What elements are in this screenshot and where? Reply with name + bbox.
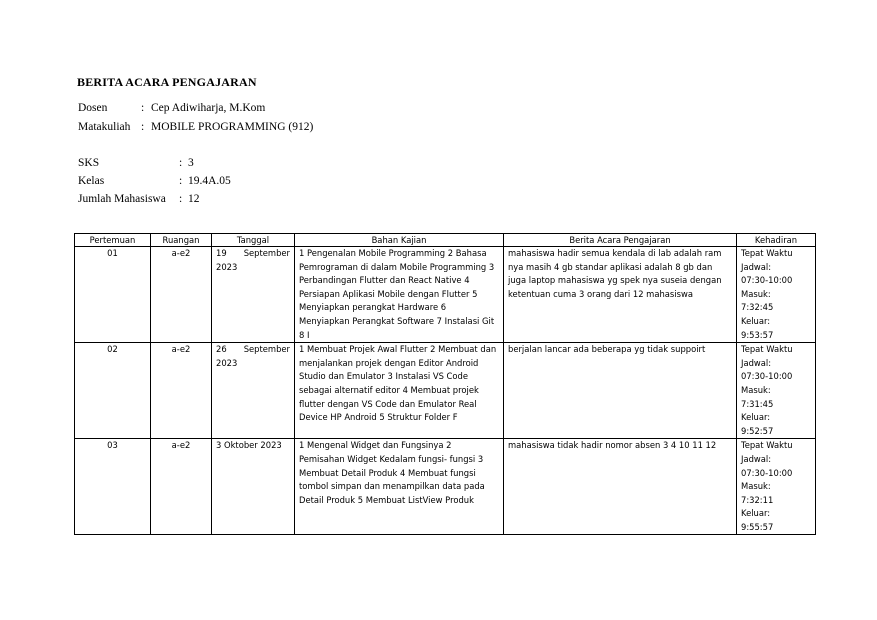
info-label: Matakuliah — [78, 121, 131, 133]
cell-bahan-kajian: 1 Membuat Projek Awal Flutter 2 Membuat dan menjalankan projek dengan Editor Android Studio dan Emulator 3 Instalasi VS Code sebagai alternatif editor 4 Membuat projek flutter dengan VS Code dan Emulator Real Device HP Android 5 Struktur Folder F — [295, 343, 504, 439]
kehadiran-status: Tepat Waktu — [741, 344, 793, 355]
table-row — [75, 439, 816, 535]
cell-bahan-kajian: 1 Pengenalan Mobile Programming 2 Bahasa Pemrograman di dalam Mobile Programming 3 Perbandingan Flutter dan React Native 4 Persiapan Aplikasi Mobile dengan Flutter 5 Menyiapkan perangkat Hardware 6 Menyiapkan Perangkat Software 7 Instalasi Git 8 I — [295, 247, 504, 343]
kehadiran-keluar-label: Keluar: — [741, 508, 771, 519]
info-colon: : — [141, 121, 145, 133]
info-colon: : — [179, 193, 183, 205]
header-ruangan: Ruangan — [151, 234, 212, 247]
cell-pertemuan: 03 — [75, 439, 151, 535]
kehadiran-keluar-value: 9:52:57 — [741, 425, 774, 436]
table-header-row — [75, 234, 816, 247]
info-value: Cep Adiwiharja, M.Kom — [151, 102, 266, 114]
info-value: 12 — [188, 193, 200, 205]
kehadiran-jadwal-label: Jadwal: — [741, 357, 772, 368]
kehadiran-masuk-label: Masuk: — [741, 481, 771, 492]
header-pertemuan: Pertemuan — [75, 234, 151, 247]
cell-kehadiran — [737, 247, 816, 343]
info-value: 19.4A.05 — [188, 175, 231, 187]
info-label: Kelas — [78, 175, 105, 187]
cell-kehadiran — [737, 439, 816, 535]
cell-berita-acara: berjalan lancar ada beberapa yg tidak suppoirt — [504, 343, 737, 439]
kehadiran-keluar-value: 9:55:57 — [741, 521, 774, 532]
cell-ruangan: a-e2 — [151, 247, 212, 343]
cell-pertemuan: 02 — [75, 343, 151, 439]
cell-tanggal: 19 September 2023 — [212, 247, 295, 343]
info-colon: : — [141, 102, 145, 114]
header-bahan-kajian: Bahan Kajian — [295, 234, 504, 247]
kehadiran-keluar-label: Keluar: — [741, 412, 771, 423]
kehadiran-jadwal-label: Jadwal: — [741, 453, 772, 464]
kehadiran-masuk-value: 7:32:45 — [741, 302, 774, 313]
info-label: SKS — [78, 157, 100, 169]
info-colon: : — [179, 175, 183, 187]
cell-kehadiran — [737, 343, 816, 439]
header-kehadiran: Kehadiran — [737, 234, 816, 247]
document-title: BERITA ACARA PENGAJARAN — [77, 75, 257, 89]
kehadiran-jadwal-label: Jadwal: — [741, 261, 772, 272]
kehadiran-jadwal-value: 07:30-10:00 — [741, 275, 793, 286]
info-value: 3 — [188, 157, 194, 169]
header-berita-acara: Berita Acara Pengajaran — [504, 234, 737, 247]
cell-bahan-kajian: 1 Mengenal Widget dan Fungsinya 2 Pemisahan Widget Kedalam fungsi- fungsi 3 Membuat Detail Produk 4 Membuat fungsi tombol simpan dan menampilkan data pada Detail Produk 5 Membuat ListView Produk — [295, 439, 504, 535]
kehadiran-masuk-label: Masuk: — [741, 288, 771, 299]
cell-ruangan: a-e2 — [151, 343, 212, 439]
kehadiran-keluar-value: 9:53:57 — [741, 329, 774, 340]
table-row — [75, 343, 816, 439]
kehadiran-masuk-value: 7:32:11 — [741, 494, 774, 505]
kehadiran-jadwal-value: 07:30-10:00 — [741, 371, 793, 382]
cell-berita-acara: mahasiswa tidak hadir nomor absen 3 4 10 11 12 — [504, 439, 737, 535]
attendance-table — [74, 233, 816, 535]
kehadiran-masuk-value: 7:31:45 — [741, 398, 774, 409]
kehadiran-keluar-label: Keluar: — [741, 315, 771, 326]
cell-ruangan: a-e2 — [151, 439, 212, 535]
kehadiran-masuk-label: Masuk: — [741, 384, 771, 395]
info-value: MOBILE PROGRAMMING (912) — [151, 121, 314, 133]
kehadiran-jadwal-value: 07:30-10:00 — [741, 467, 793, 478]
info-label: Dosen — [78, 102, 108, 114]
cell-tanggal: 26 September 2023 — [212, 343, 295, 439]
info-colon: : — [179, 157, 183, 169]
cell-berita-acara: mahasiswa hadir semua kendala di lab adalah ram nya masih 4 gb standar aplikasi adalah 8 gb dan juga laptop mahasiswa yg spek nya suseia dengan ketentuan cuma 3 orang dari 12 mahasiswa — [504, 247, 737, 343]
cell-pertemuan: 01 — [75, 247, 151, 343]
kehadiran-status: Tepat Waktu — [741, 248, 793, 258]
cell-tanggal: 3 Oktober 2023 — [212, 439, 295, 535]
kehadiran-status: Tepat Waktu — [741, 440, 793, 451]
table-row — [75, 247, 816, 343]
info-label: Jumlah Mahasiswa — [78, 193, 166, 205]
header-tanggal: Tanggal — [212, 234, 295, 247]
